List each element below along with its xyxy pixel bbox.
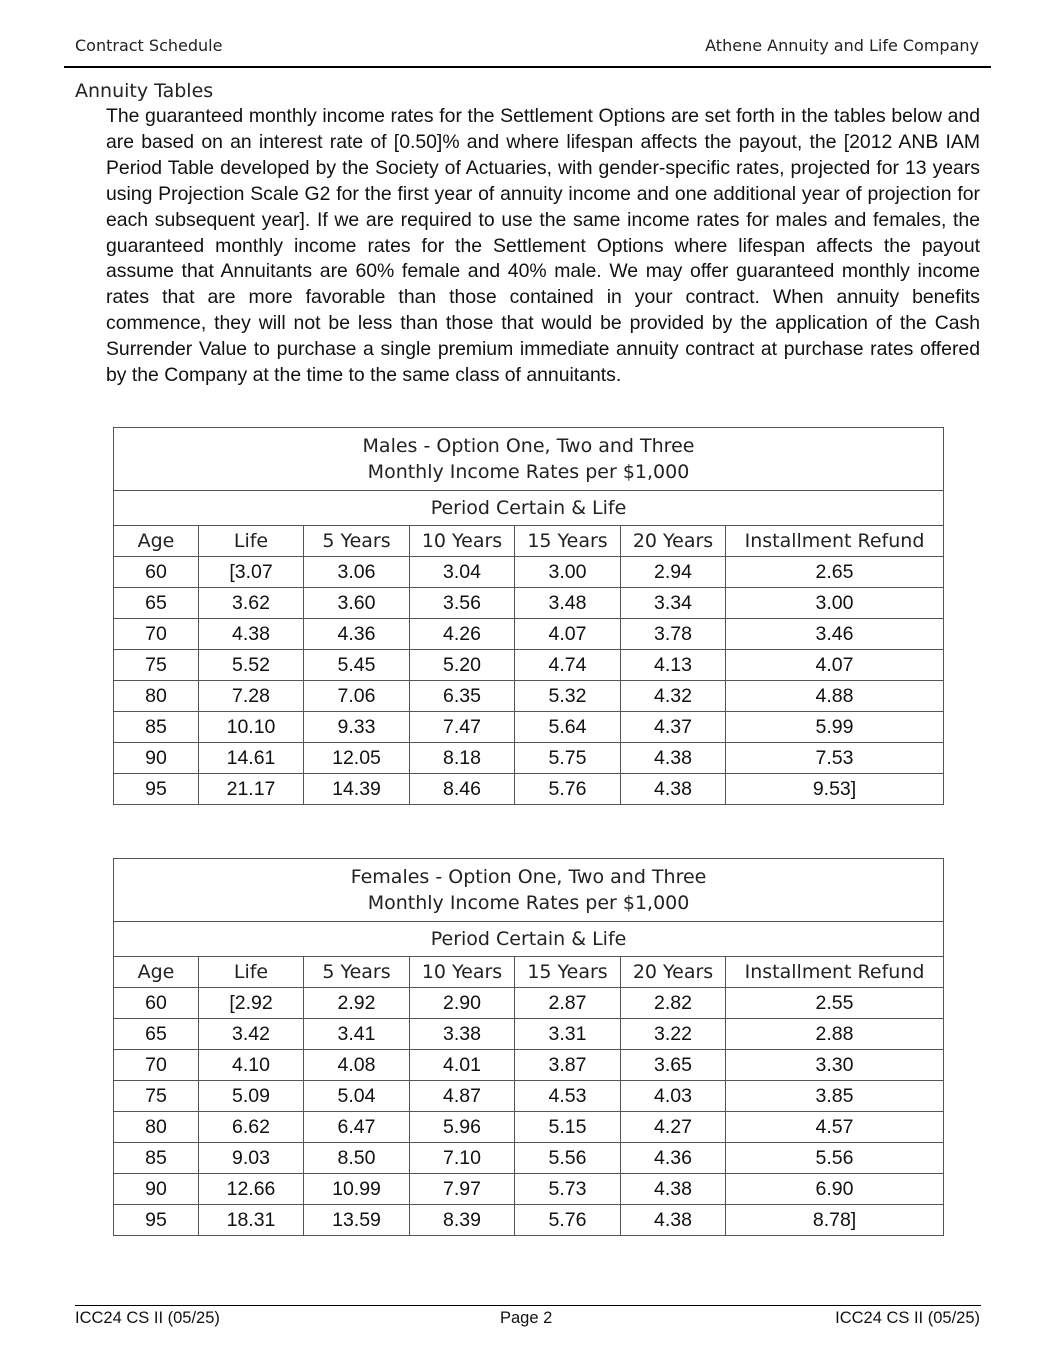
table-cell: 4.57 bbox=[726, 1112, 944, 1143]
column-header: Age bbox=[114, 526, 199, 557]
table-cell: 4.27 bbox=[621, 1112, 726, 1143]
table-subheader: Period Certain & Life bbox=[114, 491, 944, 526]
table-cell: 6.90 bbox=[726, 1174, 944, 1205]
table-cell: 2.65 bbox=[726, 557, 944, 588]
table-cell: 4.03 bbox=[621, 1081, 726, 1112]
intro-paragraph: The guaranteed monthly income rates for the Settlement Options are set forth in the tables below and are based on an interest rate of [0.50]% and where lifespan affects the payout, the [2012 ANB IAM Period Table developed by the Society of Actuaries, with gender-specific rates, projected for 13 years using Projection Scale G2 for the first year of annuity income and one additional year of projection for each subsequent year]. If we are required to use the same income rates for males and females, the guaranteed monthly income rates for the Settlement Options where lifespan affects the payout assume that Annuitants are 60% female and 40% male. We may offer guaranteed monthly income rates that are more favorable than those contained in your contract. When annuity benefits commence, they will not be less than those that would be provided by the application of the Cash Surrender Value to purchase a single premium immediate annuity contract at purchase rates offered by the Company at the time to the same class of annuitants. bbox=[106, 105, 980, 387]
table-row bbox=[114, 988, 944, 1019]
table-cell: 70 bbox=[114, 619, 199, 650]
table-cell: 9.53] bbox=[726, 774, 944, 805]
section-title: Annuity Tables bbox=[75, 80, 214, 102]
table-cell: 8.50 bbox=[304, 1143, 410, 1174]
table-cell: [3.07 bbox=[199, 557, 304, 588]
table-cell: 12.66 bbox=[199, 1174, 304, 1205]
column-header: Age bbox=[114, 957, 199, 988]
table-cell: 12.05 bbox=[304, 743, 410, 774]
table-subheader: Period Certain & Life bbox=[114, 922, 944, 957]
table-cell: 7.53 bbox=[726, 743, 944, 774]
table-cell: 95 bbox=[114, 1205, 199, 1236]
table-cell: 3.38 bbox=[410, 1019, 515, 1050]
table-row bbox=[114, 557, 944, 588]
table-cell: 5.76 bbox=[515, 774, 621, 805]
table-cell: 7.97 bbox=[410, 1174, 515, 1205]
table-cell: 8.18 bbox=[410, 743, 515, 774]
table-cell: 3.31 bbox=[515, 1019, 621, 1050]
table-row bbox=[114, 712, 944, 743]
header-left-title: Contract Schedule bbox=[75, 36, 223, 55]
table-cell: 6.47 bbox=[304, 1112, 410, 1143]
table-cell: 4.07 bbox=[515, 619, 621, 650]
table-cell: 3.22 bbox=[621, 1019, 726, 1050]
table-cell: 5.04 bbox=[304, 1081, 410, 1112]
table-cell: 5.99 bbox=[726, 712, 944, 743]
table-body bbox=[114, 988, 944, 1236]
table-cell: 4.88 bbox=[726, 681, 944, 712]
column-header: Installment Refund bbox=[726, 526, 944, 557]
column-header-row bbox=[114, 957, 944, 988]
table-cell: 4.10 bbox=[199, 1050, 304, 1081]
table-title-line1: Females - Option One, Two and Three bbox=[350, 866, 707, 888]
table-cell: 95 bbox=[114, 774, 199, 805]
table-row bbox=[114, 681, 944, 712]
column-header: 15 Years bbox=[515, 957, 621, 988]
column-header: 5 Years bbox=[304, 957, 410, 988]
table-cell: 9.03 bbox=[199, 1143, 304, 1174]
table-cell: 90 bbox=[114, 743, 199, 774]
table-row bbox=[114, 774, 944, 805]
table-cell: 3.42 bbox=[199, 1019, 304, 1050]
table-cell: 3.41 bbox=[304, 1019, 410, 1050]
column-header: 20 Years bbox=[621, 526, 726, 557]
table-row bbox=[114, 1112, 944, 1143]
table-row bbox=[114, 1050, 944, 1081]
column-header-row bbox=[114, 526, 944, 557]
table-cell: 4.07 bbox=[726, 650, 944, 681]
table-cell: 90 bbox=[114, 1174, 199, 1205]
table-cell: 3.60 bbox=[304, 588, 410, 619]
table-cell: 4.13 bbox=[621, 650, 726, 681]
footer-page-number: Page 2 bbox=[500, 1309, 553, 1327]
table-cell: 3.00 bbox=[515, 557, 621, 588]
table-cell: [2.92 bbox=[199, 988, 304, 1019]
table-cell: 14.39 bbox=[304, 774, 410, 805]
table-cell: 4.38 bbox=[621, 774, 726, 805]
column-header: 5 Years bbox=[304, 526, 410, 557]
females-rate-table bbox=[113, 858, 944, 1236]
header-company-name: Athene Annuity and Life Company bbox=[705, 36, 979, 55]
table-cell: 5.56 bbox=[726, 1143, 944, 1174]
column-header: 20 Years bbox=[621, 957, 726, 988]
table-cell: 3.46 bbox=[726, 619, 944, 650]
table-cell: 2.87 bbox=[515, 988, 621, 1019]
table-cell: 4.74 bbox=[515, 650, 621, 681]
table-cell: 3.87 bbox=[515, 1050, 621, 1081]
table-cell: 65 bbox=[114, 588, 199, 619]
table-row bbox=[114, 650, 944, 681]
table-row bbox=[114, 1081, 944, 1112]
table-cell: 4.38 bbox=[199, 619, 304, 650]
table-cell: 80 bbox=[114, 681, 199, 712]
table-cell: 6.35 bbox=[410, 681, 515, 712]
table-cell: 4.32 bbox=[621, 681, 726, 712]
table-cell: 2.82 bbox=[621, 988, 726, 1019]
table-cell: 7.47 bbox=[410, 712, 515, 743]
table-row bbox=[114, 743, 944, 774]
table-cell: 9.33 bbox=[304, 712, 410, 743]
table-cell: 60 bbox=[114, 557, 199, 588]
table-row bbox=[114, 1143, 944, 1174]
table-cell: 75 bbox=[114, 650, 199, 681]
table-cell: 4.37 bbox=[621, 712, 726, 743]
table-cell: 7.06 bbox=[304, 681, 410, 712]
table-cell: 4.36 bbox=[621, 1143, 726, 1174]
table-cell: 4.01 bbox=[410, 1050, 515, 1081]
table-cell: 5.64 bbox=[515, 712, 621, 743]
column-header: Life bbox=[199, 526, 304, 557]
footer-form-number-left: ICC24 CS II (05/25) bbox=[75, 1309, 220, 1327]
table-cell: 3.48 bbox=[515, 588, 621, 619]
footer-divider bbox=[75, 1305, 981, 1306]
table-cell: 3.56 bbox=[410, 588, 515, 619]
table-cell: 8.78] bbox=[726, 1205, 944, 1236]
table-row bbox=[114, 1205, 944, 1236]
table-row bbox=[114, 1174, 944, 1205]
column-header: Life bbox=[199, 957, 304, 988]
table-cell: 3.00 bbox=[726, 588, 944, 619]
table-cell: 65 bbox=[114, 1019, 199, 1050]
table-cell: 5.52 bbox=[199, 650, 304, 681]
column-header: 10 Years bbox=[410, 526, 515, 557]
table-cell: 8.46 bbox=[410, 774, 515, 805]
table-title-line1: Males - Option One, Two and Three bbox=[362, 435, 695, 457]
table-cell: 5.56 bbox=[515, 1143, 621, 1174]
table-cell: 2.92 bbox=[304, 988, 410, 1019]
table-cell: 2.88 bbox=[726, 1019, 944, 1050]
table-cell: 4.53 bbox=[515, 1081, 621, 1112]
table-cell: 70 bbox=[114, 1050, 199, 1081]
table-cell: 3.78 bbox=[621, 619, 726, 650]
table-cell: 4.38 bbox=[621, 743, 726, 774]
table-cell: 3.34 bbox=[621, 588, 726, 619]
table-cell: 13.59 bbox=[304, 1205, 410, 1236]
table-row bbox=[114, 1019, 944, 1050]
table-cell: 21.17 bbox=[199, 774, 304, 805]
table-title bbox=[114, 428, 944, 491]
table-cell: 5.76 bbox=[515, 1205, 621, 1236]
table-cell: 75 bbox=[114, 1081, 199, 1112]
table-cell: 5.75 bbox=[515, 743, 621, 774]
column-header: 15 Years bbox=[515, 526, 621, 557]
table-cell: 10.10 bbox=[199, 712, 304, 743]
table-title bbox=[114, 859, 944, 922]
table-cell: 3.30 bbox=[726, 1050, 944, 1081]
table-cell: 3.06 bbox=[304, 557, 410, 588]
table-cell: 6.62 bbox=[199, 1112, 304, 1143]
table-cell: 4.87 bbox=[410, 1081, 515, 1112]
table-cell: 3.62 bbox=[199, 588, 304, 619]
column-header: Installment Refund bbox=[726, 957, 944, 988]
table-cell: 2.55 bbox=[726, 988, 944, 1019]
table-cell: 2.90 bbox=[410, 988, 515, 1019]
table-title-line2: Monthly Income Rates per $1,000 bbox=[367, 461, 690, 483]
table-cell: 3.04 bbox=[410, 557, 515, 588]
table-cell: 80 bbox=[114, 1112, 199, 1143]
table-cell: 5.32 bbox=[515, 681, 621, 712]
table-cell: 85 bbox=[114, 712, 199, 743]
table-cell: 4.08 bbox=[304, 1050, 410, 1081]
table-cell: 5.15 bbox=[515, 1112, 621, 1143]
table-cell: 8.39 bbox=[410, 1205, 515, 1236]
table-cell: 7.28 bbox=[199, 681, 304, 712]
table-row bbox=[114, 619, 944, 650]
table-cell: 5.45 bbox=[304, 650, 410, 681]
table-cell: 5.73 bbox=[515, 1174, 621, 1205]
table-cell: 3.85 bbox=[726, 1081, 944, 1112]
males-rate-table bbox=[113, 427, 944, 805]
table-cell: 4.36 bbox=[304, 619, 410, 650]
header-divider bbox=[64, 66, 991, 68]
table-cell: 4.26 bbox=[410, 619, 515, 650]
table-cell: 4.38 bbox=[621, 1205, 726, 1236]
table-cell: 18.31 bbox=[199, 1205, 304, 1236]
table-cell: 5.96 bbox=[410, 1112, 515, 1143]
table-cell: 60 bbox=[114, 988, 199, 1019]
table-row bbox=[114, 588, 944, 619]
table-cell: 10.99 bbox=[304, 1174, 410, 1205]
table-cell: 14.61 bbox=[199, 743, 304, 774]
table-cell: 3.65 bbox=[621, 1050, 726, 1081]
table-cell: 4.38 bbox=[621, 1174, 726, 1205]
footer-form-number-right: ICC24 CS II (05/25) bbox=[835, 1309, 980, 1327]
table-cell: 5.09 bbox=[199, 1081, 304, 1112]
table-cell: 85 bbox=[114, 1143, 199, 1174]
column-header: 10 Years bbox=[410, 957, 515, 988]
table-cell: 7.10 bbox=[410, 1143, 515, 1174]
table-title-line2: Monthly Income Rates per $1,000 bbox=[367, 892, 690, 914]
table-body bbox=[114, 557, 944, 805]
table-cell: 5.20 bbox=[410, 650, 515, 681]
table-cell: 2.94 bbox=[621, 557, 726, 588]
